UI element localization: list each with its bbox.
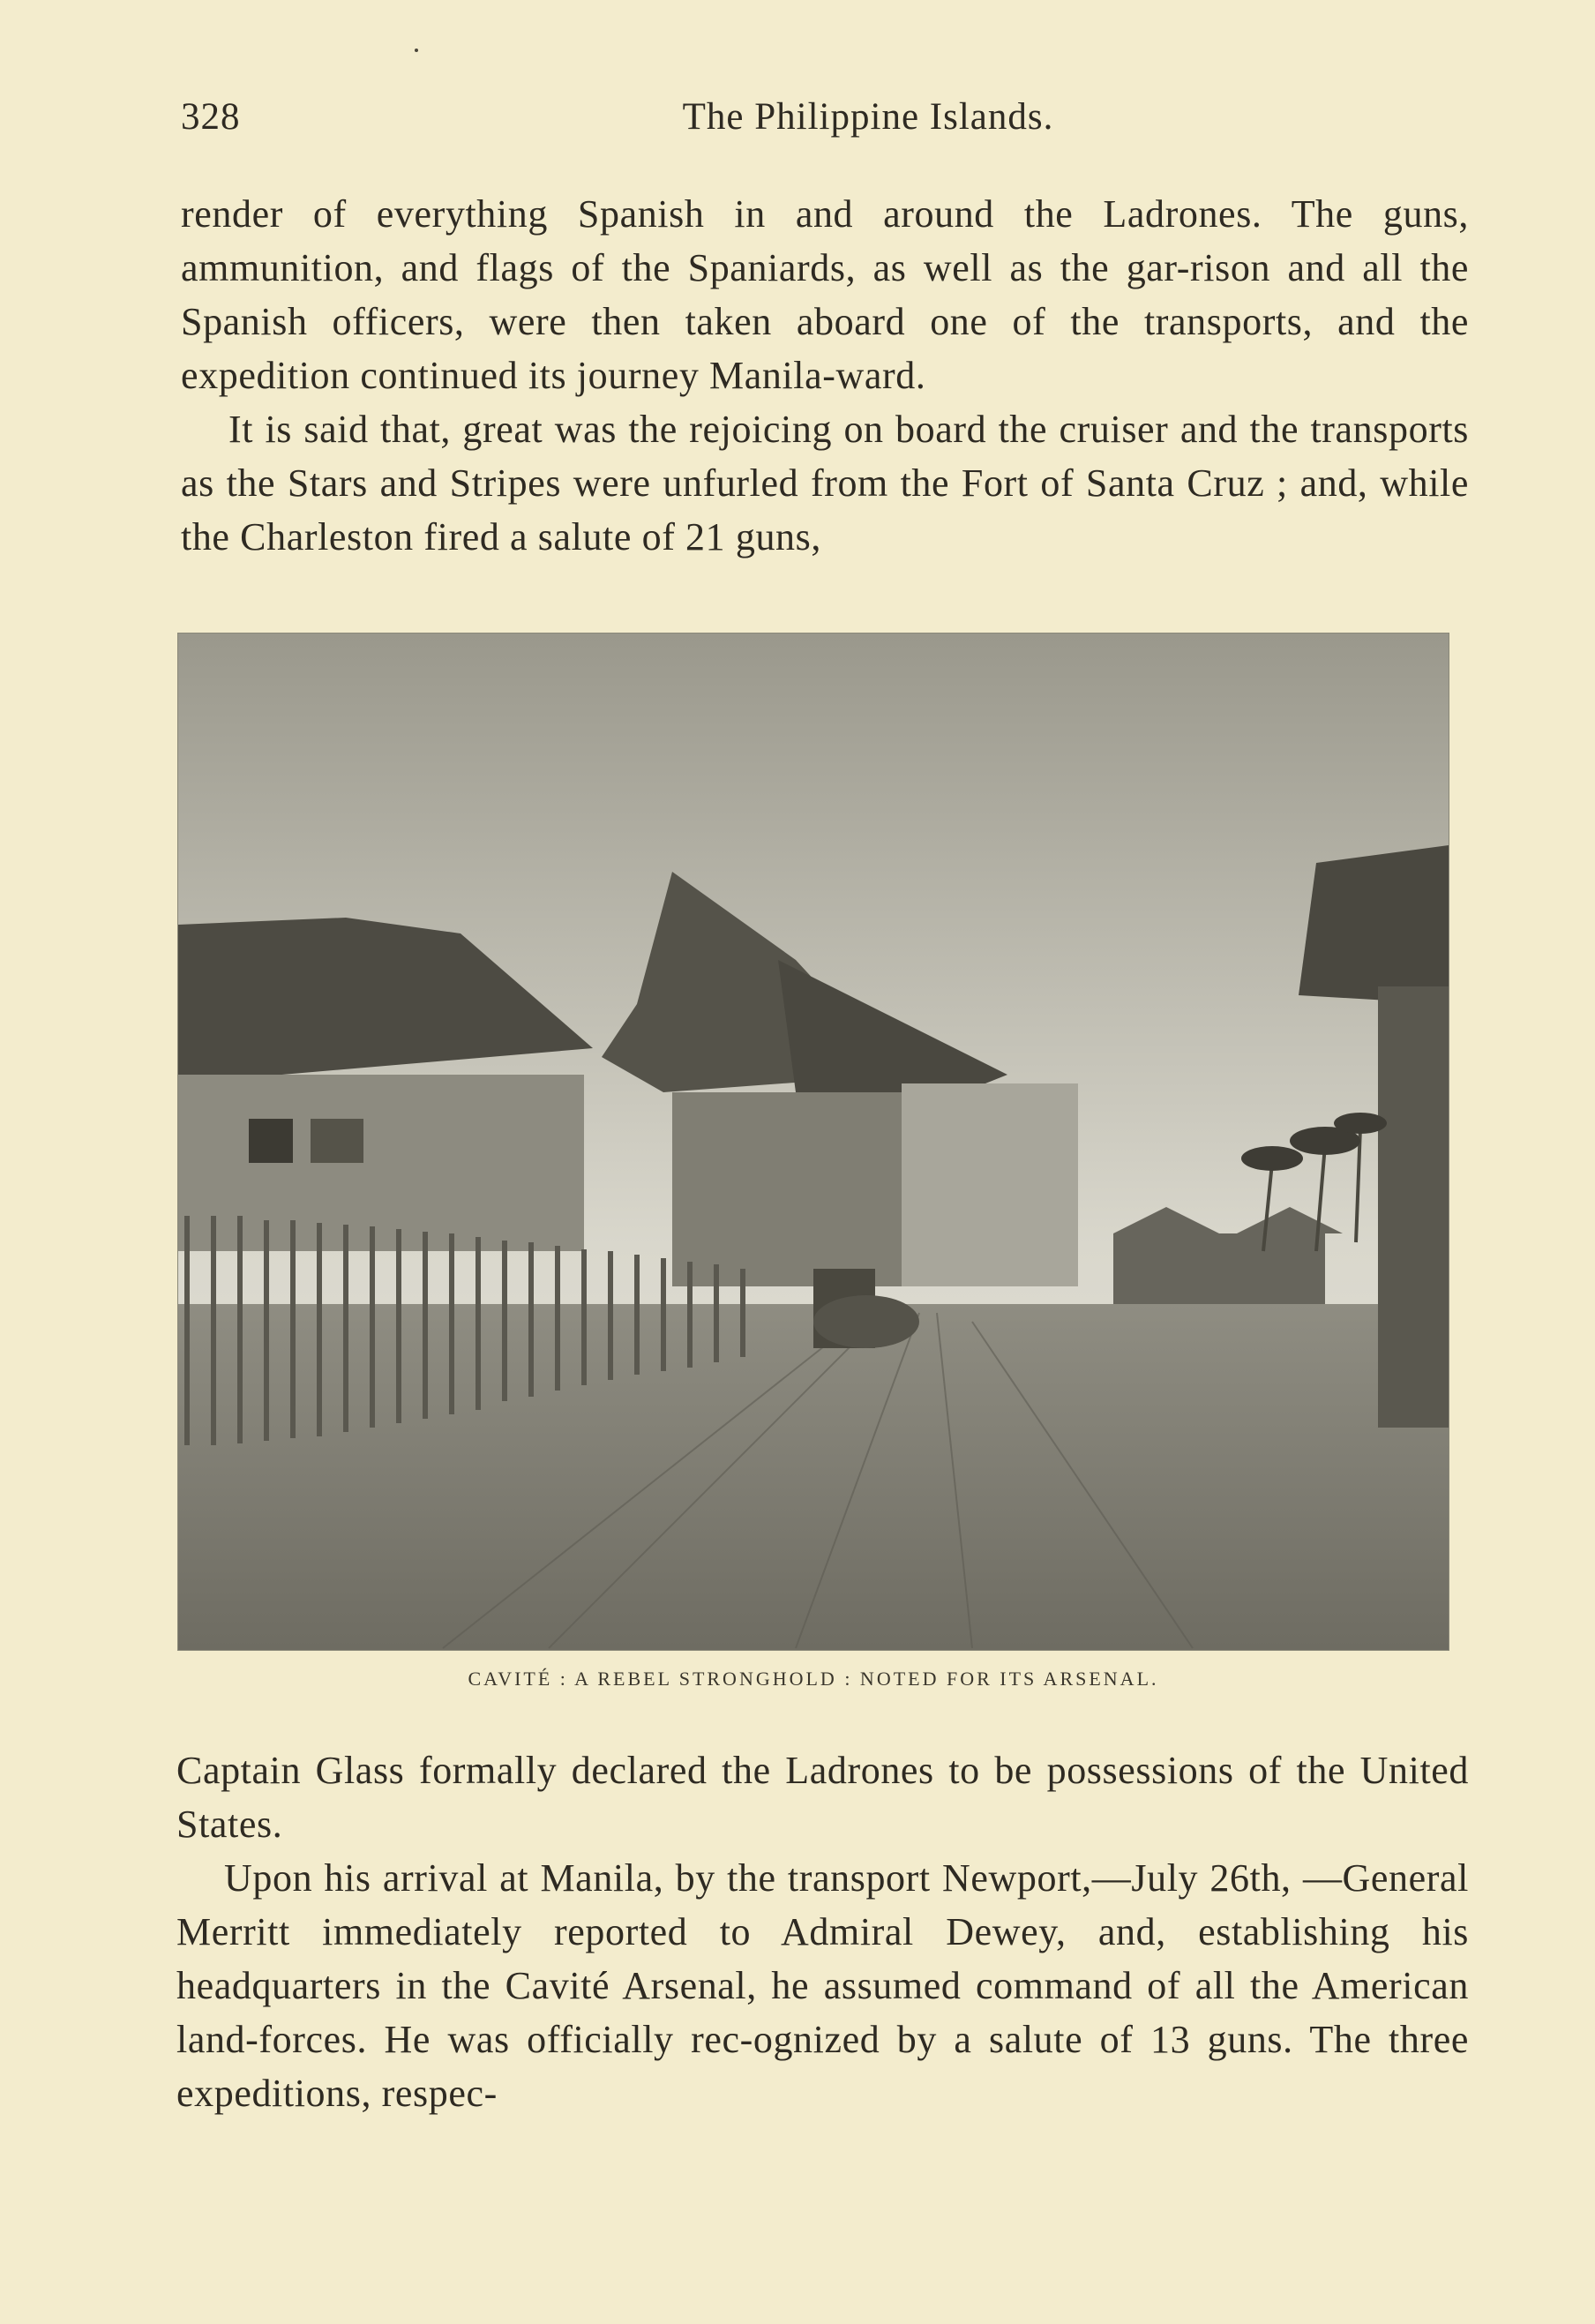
body-text-top: [181, 187, 1469, 564]
street-scene-illustration: [178, 633, 1449, 1650]
paragraph: Upon his arrival at Manila, by the transport Newport,—July 26th, —General Merritt immediately reported to Admiral Dewey, and, establishing his headquarters in the Cavité Arsenal, he assumed command of all the American land-forces. He was officially rec-ognized by a salute of 13 guns. The three expeditions, respec-: [176, 1856, 1469, 2115]
paragraph: render of everything Spanish in and around the Ladrones. The guns, ammunition, and flags of the Spaniards, as well as the gar-rison and all the Spanish officers, were then taken aboard one of the transports, and the expedition continued its journey Manila-ward.: [181, 192, 1469, 397]
running-header: [181, 95, 1467, 157]
ink-speck: [415, 49, 418, 52]
body-text-bottom: [176, 1743, 1469, 2120]
paragraph: It is said that, great was the rejoicing on board the cruiser and the transports as the Stars and Stripes were unfurled from the Fort of Santa Cruz ; and, while the Charleston fired a salute of 21 guns,: [181, 408, 1469, 559]
plate-caption: CAVITÉ : A REBEL STRONGHOLD : NOTED FOR ITS ARSENAL.: [468, 1668, 1159, 1690]
running-title: The Philippine Islands.: [682, 96, 1054, 138]
paragraph: Captain Glass formally declared the Ladrones to be possessions of the United States.: [176, 1749, 1469, 1846]
photo-plate-cavite-street: [178, 633, 1449, 1650]
page-number: 328: [181, 96, 241, 138]
